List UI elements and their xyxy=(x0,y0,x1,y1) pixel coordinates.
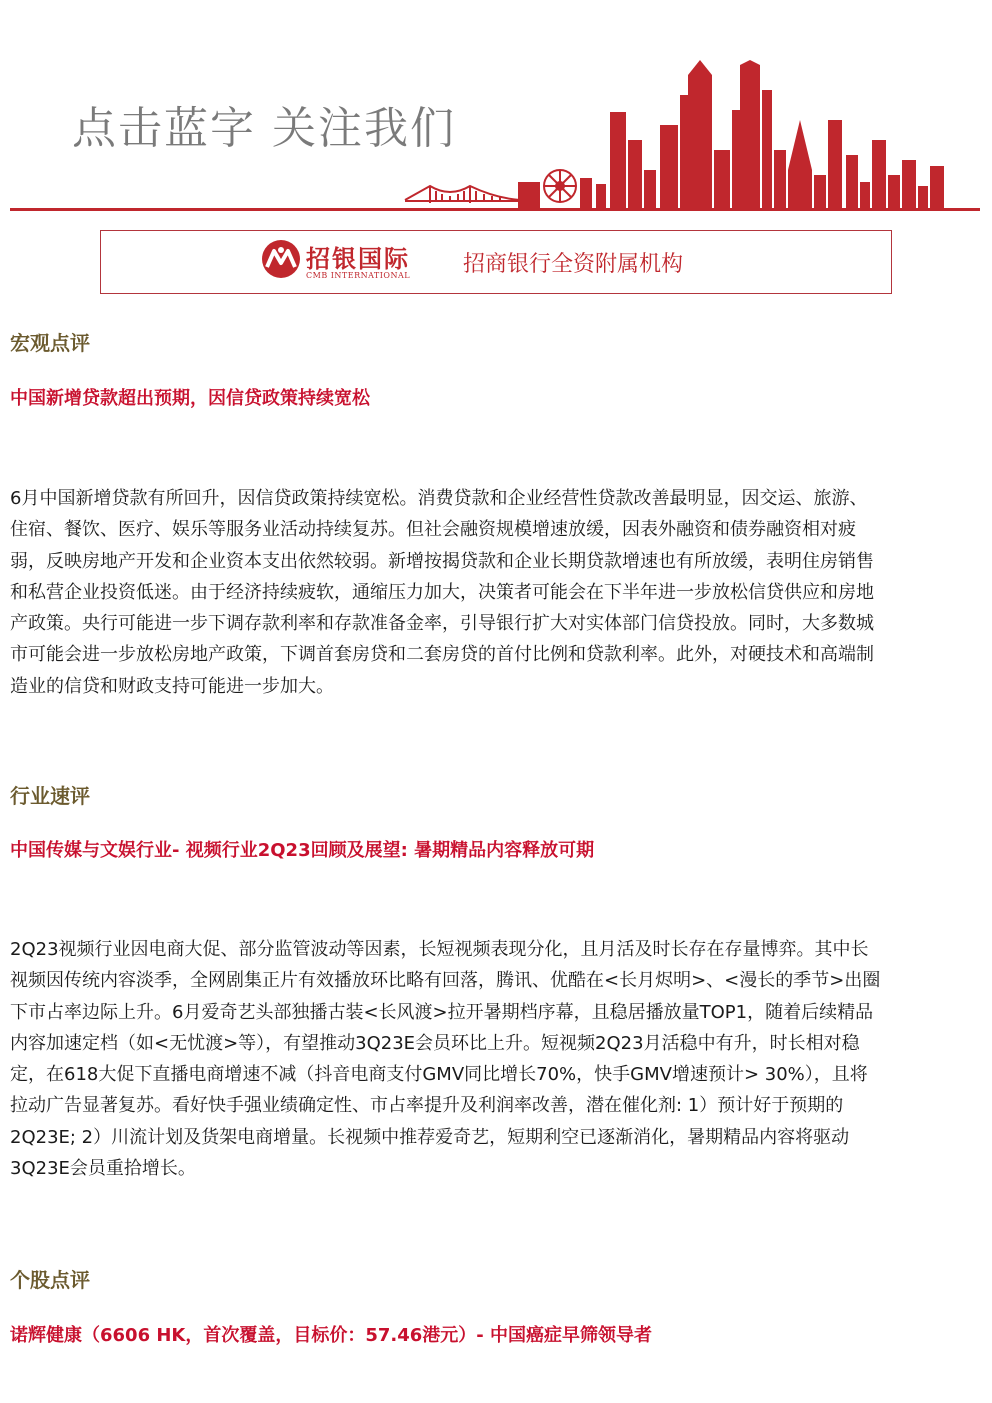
article-title-stock[interactable]: 诺辉健康（6606 HK，首次覆盖，目标价：57.46港元）- 中国癌症早筛领导者 xyxy=(10,1325,653,1346)
section-heading-industry: 行业速评 xyxy=(10,784,90,808)
body-line: 产政策。央行可能进一步下调存款利率和存款准备金率，引导银行扩大对实体部门信贷投放。同时，大多数城 xyxy=(10,613,874,635)
body-line: 定，在618大促下直播电商增速不减（抖音电商支付GMV同比增长70%，快手GMV增速预计> 30%），且将 xyxy=(10,1064,868,1086)
body-line: 视频因传统内容淡季，全网剧集正片有效播放环比略有回落，腾讯、优酷在<长月烬明>、<漫长的季节>出圈 xyxy=(10,970,881,992)
article-body-industry xyxy=(10,934,978,1184)
body-line: 2Q23视频行业因电商大促、部分监管波动等因素，长短视频表现分化，且月活及时长存在存量博弈。其中长 xyxy=(10,939,869,960)
body-line: 市可能会进一步放松房地产政策，下调首套房贷和二套房贷的首付比例和贷款利率。此外，对硬技术和高端制 xyxy=(10,644,874,666)
follow-us-title[interactable]: 点击蓝字 关注我们 xyxy=(72,103,456,154)
article-body-macro xyxy=(10,483,978,702)
body-line: 3Q23E会员重拾增长。 xyxy=(10,1158,196,1180)
section-heading-macro: 宏观点评 xyxy=(10,331,90,355)
body-line: 造业的信贷和财政支持可能进一步加大。 xyxy=(10,675,334,697)
sponsor-box xyxy=(100,230,892,294)
brand-name-cn: 招银国际 xyxy=(306,245,410,273)
body-line: 弱，反映房地产开发和企业资本支出依然较弱。新增按揭贷款和企业长期贷款增速也有所放缓，表明住房销售 xyxy=(10,550,874,572)
skyline-buildings xyxy=(518,60,944,208)
section-heading-stock: 个股点评 xyxy=(10,1268,90,1292)
body-line: 6月中国新增贷款有所回升，因信贷政策持续宽松。消费贷款和企业经营性贷款改善最明显，因交运、旅游、 xyxy=(10,488,868,509)
cmb-logo-icon xyxy=(261,239,301,279)
ferris-wheel-icon xyxy=(544,170,576,202)
header-banner xyxy=(0,0,992,215)
article-title-macro[interactable]: 中国新增贷款超出预期，因信贷政策持续宽松 xyxy=(10,388,370,409)
body-line: 下市占率边际上升。6月爱奇艺头部独播古装<长风渡>拉开暑期档序幕，且稳居播放量TOP1，随着后续精品 xyxy=(10,1001,874,1023)
banner-divider xyxy=(10,208,980,211)
body-line: 和私营企业投资低迷。由于经济持续疲软，通缩压力加大，决策者可能会在下半年进一步放松信贷供应和房地 xyxy=(10,581,874,603)
article-title-industry[interactable]: 中国传媒与文娱行业- 视频行业2Q23回顾及展望: 暑期精品内容释放可期 xyxy=(10,840,595,861)
body-line: 拉动广告显著复苏。看好快手强业绩确定性、市占率提升及利润率改善，潜在催化剂: 1）预计好于预期的 xyxy=(10,1095,844,1117)
body-line: 内容加速定档（如<无忧渡>等），有望推动3Q23E会员环比上升。短视频2Q23月活稳中有升，时长相对稳 xyxy=(10,1032,860,1054)
body-line: 2Q23E; 2）川流计划及货架电商增量。长视频中推荐爱奇艺，短期利空已逐渐消化，暑期精品内容将驱动 xyxy=(10,1126,850,1148)
sponsor-tagline: 招商银行全资附属机构 xyxy=(463,252,684,277)
bridge-icon xyxy=(405,186,520,203)
body-line: 住宿、餐饮、医疗、娱乐等服务业活动持续复苏。但社会融资规模增速放缓，因表外融资和债券融资相对疲 xyxy=(10,519,856,541)
brand-name-en: CMB INTERNATIONAL xyxy=(306,271,411,280)
